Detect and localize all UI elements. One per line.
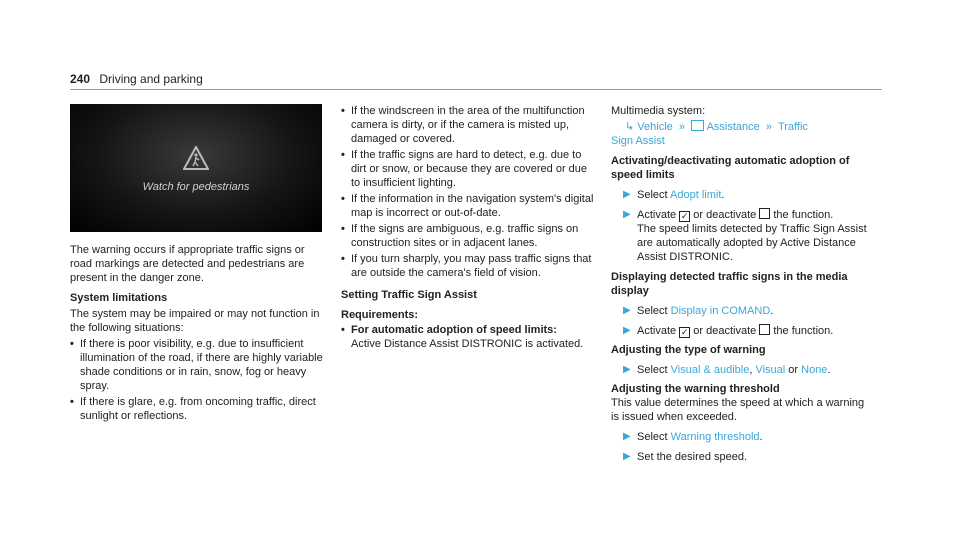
step-item: ▶ Activate ✓ or deactivate the function. — [623, 209, 834, 221]
section-title: Driving and parking — [99, 72, 203, 86]
path-chevron-icon: » — [762, 121, 776, 133]
visual-link[interactable]: Visual — [755, 364, 786, 376]
requirements-heading: Requirements: — [341, 309, 419, 321]
column-2 — [341, 104, 599, 351]
adopt-limit-link[interactable]: Adopt limit — [670, 189, 722, 201]
pedestrian-warning-icon — [183, 146, 209, 170]
list-item: • If there is poor visibility, e.g. due to insufficient illumination of the road, if there are highly variable shade conditions or in rain, snow, fog or heavy spray. — [70, 338, 323, 392]
step-arrow-icon: ▶ — [623, 431, 631, 442]
threshold-heading: Adjusting the warning threshold — [611, 383, 780, 395]
step-item: ▶ Activate ✓ or deactivate the function. — [623, 325, 834, 337]
step-arrow-icon: ▶ — [623, 325, 631, 336]
setting-heading: Setting Traffic Sign Assist — [341, 289, 477, 301]
path-sign-assist-link[interactable]: Sign Assist — [611, 135, 665, 147]
path-chevron-icon: » — [675, 121, 689, 133]
checked-box-icon: ✓ — [680, 327, 689, 337]
checked-box-icon: ✓ — [680, 211, 689, 221]
path-assistance-link[interactable]: Assistance — [706, 121, 760, 133]
step-arrow-icon: ▶ — [623, 305, 631, 316]
step-arrow-icon: ▶ — [623, 451, 631, 462]
step-item: ▶ Select Adopt limit. — [623, 189, 725, 201]
visual-audible-link[interactable]: Visual & audible — [670, 364, 750, 376]
page-header — [70, 72, 203, 86]
step-item: ▶ Select Display in COMAND. — [623, 305, 774, 317]
step-arrow-icon: ▶ — [623, 189, 631, 200]
page-number: 240 — [70, 72, 91, 86]
step-arrow-icon: ▶ — [623, 364, 631, 375]
path-traffic-link[interactable]: Traffic — [777, 121, 808, 133]
header-divider — [70, 89, 882, 90]
path-vehicle-link[interactable]: Vehicle — [637, 121, 673, 133]
type-heading: Adjusting the type of warning — [611, 344, 766, 356]
list-item: • If the signs are ambiguous, e.g. traffic signs on construction sites or in adjacent lanes. — [341, 223, 579, 249]
list-item: • If the traffic signs are hard to detect, e.g. due to dirt or snow, or because they are covered or due to insufficient lighting. — [341, 149, 588, 189]
path-arrow-icon: ↳ — [625, 121, 635, 133]
column-1 — [70, 243, 326, 423]
list-item: • For automatic adoption of speed limits: Active Distance Assist DISTRONIC is activated. — [341, 324, 584, 350]
display-screenshot — [70, 104, 322, 232]
threshold-text: This value determines the speed at which a warning is issued when exceeded. — [611, 397, 865, 423]
none-link[interactable]: None — [801, 364, 828, 376]
list-item: • If the windscreen in the area of the multifunction camera is dirty, or if the camera is misted up, damaged or covered. — [341, 105, 585, 145]
step-item: ▶ Select Warning threshold. — [623, 431, 763, 443]
column-3 — [611, 104, 873, 464]
step-item: ▶ Set the desired speed. — [623, 451, 748, 463]
activate-heading: Activating/deactivating automatic adoption of speed limits — [611, 155, 850, 181]
warning-threshold-link[interactable]: Warning threshold — [670, 431, 760, 443]
list-item: • If the information in the navigation system's digital map is incorrect or out-of-date. — [341, 193, 594, 219]
step-arrow-icon: ▶ — [623, 209, 631, 220]
list-item: • If there is glare, e.g. from oncoming traffic, direct sunlight or reflections. — [70, 396, 316, 422]
car-assist-icon — [691, 120, 704, 131]
display-in-comand-link[interactable]: Display in COMAND — [670, 305, 771, 317]
system-label: Multimedia system: — [611, 105, 706, 117]
adopt-info: The speed limits detected by Traffic Sign Assist are automatically adopted by Active Distance Assist DISTRONIC. — [637, 223, 867, 263]
limitations-text: The system may be impaired or may not function in the following situations: — [70, 308, 320, 334]
screen-caption: Watch for pedestrians — [142, 181, 250, 193]
list-item: • If you turn sharply, you may pass traffic signs that are outside the camera's field of vision. — [341, 253, 592, 279]
menu-path — [611, 120, 873, 134]
display-heading: Displaying detected traffic signs in the media display — [611, 271, 848, 297]
unchecked-box-icon — [759, 324, 770, 335]
unchecked-box-icon — [759, 208, 770, 219]
step-item: ▶ Select Visual & audible, Visual or None. — [623, 364, 831, 376]
intro-text: The warning occurs if appropriate traffic signs or road markings are detected and pedestrians are present in the danger zone. — [70, 244, 305, 284]
limitations-heading: System limitations — [70, 292, 168, 304]
